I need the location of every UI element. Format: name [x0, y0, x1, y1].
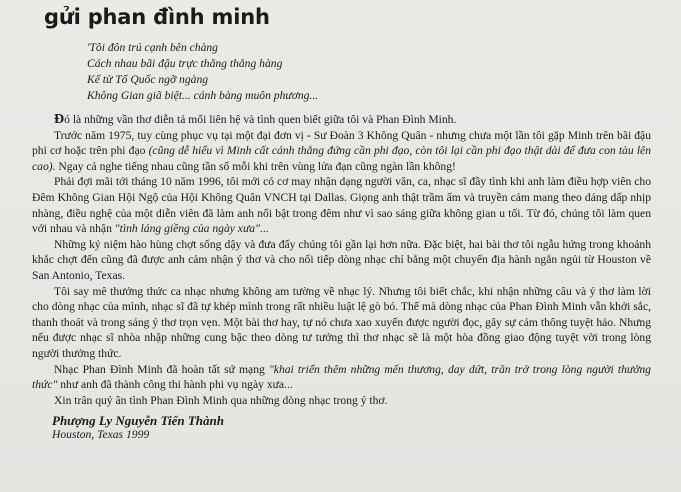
poem-line: Cách nhau bãi đậu trực thăng thẳng hàng: [87, 57, 283, 70]
paragraph-intro: Đó là những vần thơ diễn tả mối liên hệ và tình quen biết giữa tôi và Phan Đình Minh.: [54, 112, 457, 127]
paragraph-mission: Nhạc Phan Đình Minh đã hoàn tất sứ mạng "khai triển thêm những mến thương, day dứt, trăn trở trong lòng người thưởng thức" như anh đã thành công thi hành phi vụ ngày xưa...: [32, 362, 651, 392]
paragraph-thanks: Xin trân quý ân tình Phan Đình Minh qua những dòng nhạc trong ý thơ.: [54, 393, 388, 407]
drop-cap: Đ: [54, 112, 65, 127]
document-title: gửi phan đình minh: [44, 5, 270, 29]
poem-line: 'Tôi đôn trú cạnh bên chàng: [87, 41, 218, 54]
body-text: [32, 112, 651, 408]
paragraph-1996: Phải đợi mãi tới tháng 10 năm 1996, tôi mới có cơ may nhận dạng người văn, ca, nhạc sĩ đầy tình khi anh làm điều hợp viên cho Đêm Không Gian Hội Ngộ của Hội Không Quân VNCH tại Dallas. Giọng anh thật trầm ấm và truyền cảm mang theo dáng dấp nhịp nhàng, điều nghệ của một diễn viên đã làm anh nổi bật trong đêm như vì sao sáng giữa không gian u tối. Từ đó, chúng tôi làm quen với nhau và nhận "tình láng giềng của ngày xưa"...: [32, 175, 651, 236]
paragraph-music: Tôi say mê thưởng thức ca nhạc nhưng không am tường về nhạc lý. Nhưng tôi biết chắc, khi nhận những câu và ý thơ làm lời cho dòng nhạc của mình, nhạc sĩ đã tự khép mình trong rất nhiều luật lệ gò bó. Thế mà dòng nhạc của Phan Đình Minh vẫn khởi sắc, thanh thoát và trong sáng ý thơ trọn vẹn. Một bài thơ hay, tự nó chưa xao xuyến được người đọc, gây sự cảm thông tuyệt hảo. Nhưng nếu được nhạc sĩ nhòa nhập những cung bậc theo dòng tư tưởng thì thơ nhạc sẽ là một hòa đồng giao động tuyệt vời trong lòng người thưởng thức.: [32, 284, 651, 360]
paragraph-memories: Những kỷ niệm hào hùng chợt sống dậy và đưa đẩy chúng tôi gần lại hơn nữa. Đặc biệt, hai bài thơ tôi ngẫu hứng trong khoảnh khắc chợt đến cũng đã được anh cảm nhận ý thơ và cho nối tiếp dòng nhạc chỉ bằng một chuyến địa hành ngắn ngủi từ Houston về San Antonio, Texas.: [32, 237, 651, 282]
poem-line: Kể từ Tổ Quốc ngỡ ngàng: [87, 73, 209, 86]
poem-block: [87, 40, 651, 104]
paragraph-before-1975: Trước năm 1975, tuy cùng phục vụ tại một đại đơn vị - Sư Đoàn 3 Không Quân - nhưng chưa một lần tôi gặp Minh trên bãi đậu phi cơ hoặc trên phi đạo (cũng dễ hiểu vì Minh cất cánh thẳng đứng cần phi đạo, còn tôi lại cần phi đạo thật dài để đưa con tàu lên cao). Ngay cả nghe tiếng nhau cũng tần số mỗi khi trên vùng lửa đạn cũng ngàn lần không!: [32, 128, 651, 173]
poem-line: Không Gian giã biệt... cánh bàng muôn phương...: [87, 89, 319, 102]
place-date: Houston, Texas 1999: [52, 428, 150, 442]
signature: Phượng Ly Nguyễn Tiến Thành: [52, 413, 224, 429]
